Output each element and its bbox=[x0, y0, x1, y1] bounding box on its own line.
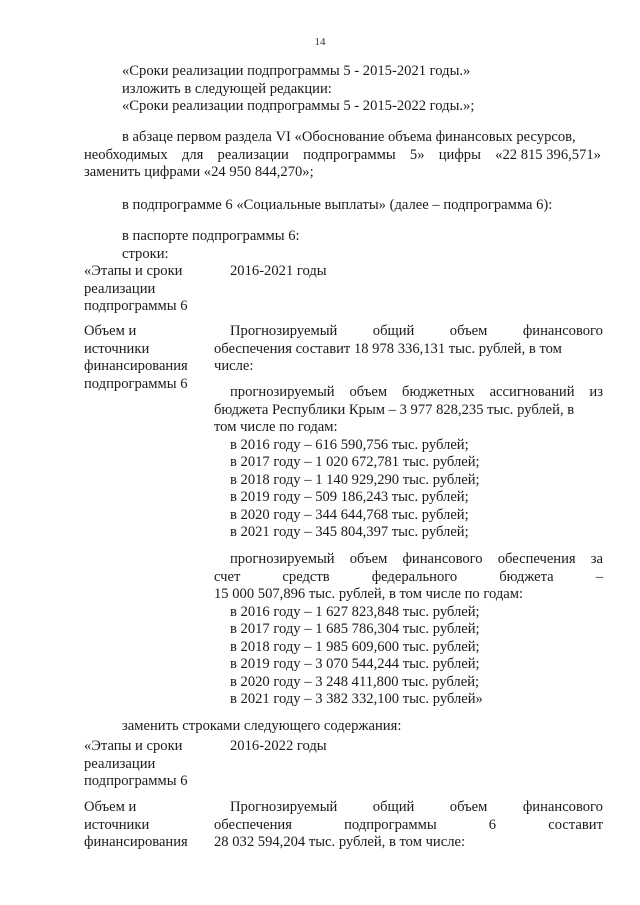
new-total-line-2 bbox=[214, 817, 603, 835]
word: объем bbox=[349, 551, 388, 567]
year-line: в 2020 году – 3 248 411,800 тыс. рублей; bbox=[230, 673, 480, 690]
word: объем bbox=[349, 384, 388, 400]
old-budget-line-3: том числе по годам: bbox=[214, 419, 338, 435]
word: Прогнозируемый bbox=[230, 323, 338, 339]
passport-line-1: в паспорте подпрограммы 6: bbox=[122, 228, 300, 244]
old-total-line-3: числе: bbox=[214, 358, 254, 374]
old-federal-line-2 bbox=[214, 569, 603, 587]
label-line: «Этапы и сроки bbox=[84, 738, 183, 754]
intro-line-2: изложить в следующей редакции: bbox=[122, 80, 332, 97]
word: обеспечения bbox=[497, 551, 576, 567]
word: подпрограммы bbox=[303, 146, 396, 163]
label-line: Объем и bbox=[84, 323, 137, 339]
word: цифры bbox=[438, 146, 481, 163]
year-line: в 2016 году – 616 590,756 тыс. рублей; bbox=[230, 436, 469, 453]
year-line: в 2019 году – 509 186,243 тыс. рублей; bbox=[230, 489, 469, 505]
label-line: подпрограммы 6 bbox=[84, 773, 188, 789]
old-volume-label bbox=[84, 323, 214, 393]
word: бюджетных bbox=[402, 384, 475, 400]
label-line: Объем и bbox=[84, 799, 137, 815]
word: за bbox=[590, 551, 603, 567]
abzac-block bbox=[84, 129, 601, 182]
year-line: в 2021 году – 3 382 332,100 тыс. рублей» bbox=[230, 691, 483, 707]
word: общий bbox=[372, 799, 415, 815]
year-line: в 2017 году – 1 020 672,781 тыс. рублей; bbox=[230, 454, 480, 470]
word: счет bbox=[214, 568, 241, 585]
word: прогнозируемый bbox=[230, 384, 335, 400]
abzac-line-1: в абзаце первом раздела VI «Обоснование объема финансовых ресурсов, bbox=[122, 129, 576, 145]
word: федерального bbox=[371, 568, 458, 585]
word: необходимых bbox=[84, 146, 168, 163]
passport-line-2: строки: bbox=[122, 245, 169, 262]
word: реализации bbox=[217, 146, 289, 163]
abzac-line-3: заменить цифрами «24 950 844,270»; bbox=[84, 164, 314, 180]
word: составит bbox=[548, 816, 603, 833]
year-line: в 2021 году – 345 804,397 тыс. рублей; bbox=[230, 524, 469, 540]
old-stages-value: 2016-2021 годы bbox=[230, 263, 327, 279]
intro-line-3: «Сроки реализации подпрограммы 5 - 2015-2022 годы.»; bbox=[122, 98, 475, 114]
passport-block bbox=[122, 228, 300, 263]
word: бюджета bbox=[499, 568, 554, 585]
year-line: в 2016 году – 1 627 823,848 тыс. рублей; bbox=[230, 603, 480, 620]
new-total-line-3: 28 032 594,204 тыс. рублей, в том числе: bbox=[214, 834, 466, 850]
label-line: реализации bbox=[84, 280, 156, 297]
old-total-line-2: обеспечения составит 18 978 336,131 тыс. рублей, в том bbox=[214, 340, 562, 357]
label-line: источники bbox=[84, 816, 150, 833]
word: финансового bbox=[522, 323, 603, 339]
word: объем bbox=[449, 799, 488, 815]
old-budget-block bbox=[214, 384, 603, 542]
replace-line: заменить строками следующего содержания: bbox=[122, 718, 402, 734]
old-budget-line-1 bbox=[214, 384, 603, 402]
word: из bbox=[589, 384, 603, 400]
old-budget-years bbox=[214, 437, 603, 542]
old-federal-years bbox=[214, 604, 603, 709]
word: обеспечения bbox=[214, 816, 292, 833]
word: финансового bbox=[522, 799, 603, 815]
new-volume-label bbox=[84, 799, 214, 852]
old-stages-label bbox=[84, 263, 214, 316]
word: средств bbox=[282, 568, 330, 585]
year-line: в 2018 году – 1 140 929,290 тыс. рублей; bbox=[230, 471, 480, 488]
word: – bbox=[595, 568, 603, 585]
word: прогнозируемый bbox=[230, 551, 335, 567]
word: объем bbox=[449, 323, 488, 339]
year-line: в 2017 году – 1 685 786,304 тыс. рублей; bbox=[230, 621, 480, 637]
old-total-line-1 bbox=[214, 323, 603, 341]
label-line: финансирования bbox=[84, 834, 188, 850]
word: финансового bbox=[402, 551, 483, 567]
old-federal-line-1 bbox=[214, 551, 603, 569]
word: подпрограммы bbox=[344, 816, 437, 833]
label-line: реализации bbox=[84, 755, 156, 772]
label-line: «Этапы и сроки bbox=[84, 263, 183, 279]
page-number: 14 bbox=[314, 36, 326, 48]
old-federal-block bbox=[214, 551, 603, 709]
label-line: финансирования bbox=[84, 358, 188, 374]
label-line: подпрограммы 6 bbox=[84, 298, 188, 314]
intro-line-1: «Сроки реализации подпрограммы 5 - 2015-2021 годы.» bbox=[122, 63, 471, 79]
label-line: источники bbox=[84, 340, 150, 357]
label-line: подпрограммы 6 bbox=[84, 375, 188, 392]
old-federal-line-3: 15 000 507,896 тыс. рублей, в том числе по годам: bbox=[214, 586, 524, 602]
new-stages-label bbox=[84, 738, 214, 791]
abzac-line-2 bbox=[84, 147, 601, 165]
year-line: в 2019 году – 3 070 544,244 тыс. рублей; bbox=[230, 656, 480, 672]
intro-block bbox=[122, 63, 474, 116]
old-budget-line-2: бюджета Республики Крым – 3 977 828,235 тыс. рублей, в bbox=[214, 401, 575, 418]
subprogram6-line: в подпрограмме 6 «Социальные выплаты» (далее – подпрограмма 6): bbox=[122, 197, 553, 213]
new-stages-value: 2016-2022 годы bbox=[230, 738, 327, 754]
word: общий bbox=[372, 323, 415, 339]
new-total-line-1 bbox=[214, 799, 603, 817]
year-line: в 2018 году – 1 985 609,600 тыс. рублей; bbox=[230, 638, 480, 655]
word: 5» bbox=[409, 146, 425, 163]
new-volume-value bbox=[214, 799, 603, 852]
word: Прогнозируемый bbox=[230, 799, 338, 815]
word: 6 bbox=[488, 816, 497, 833]
word: «22 815 396,571» bbox=[495, 146, 601, 163]
word: ассигнований bbox=[489, 384, 575, 400]
word: для bbox=[181, 146, 204, 163]
year-line: в 2020 году – 344 644,768 тыс. рублей; bbox=[230, 506, 469, 523]
old-volume-value bbox=[214, 323, 603, 376]
